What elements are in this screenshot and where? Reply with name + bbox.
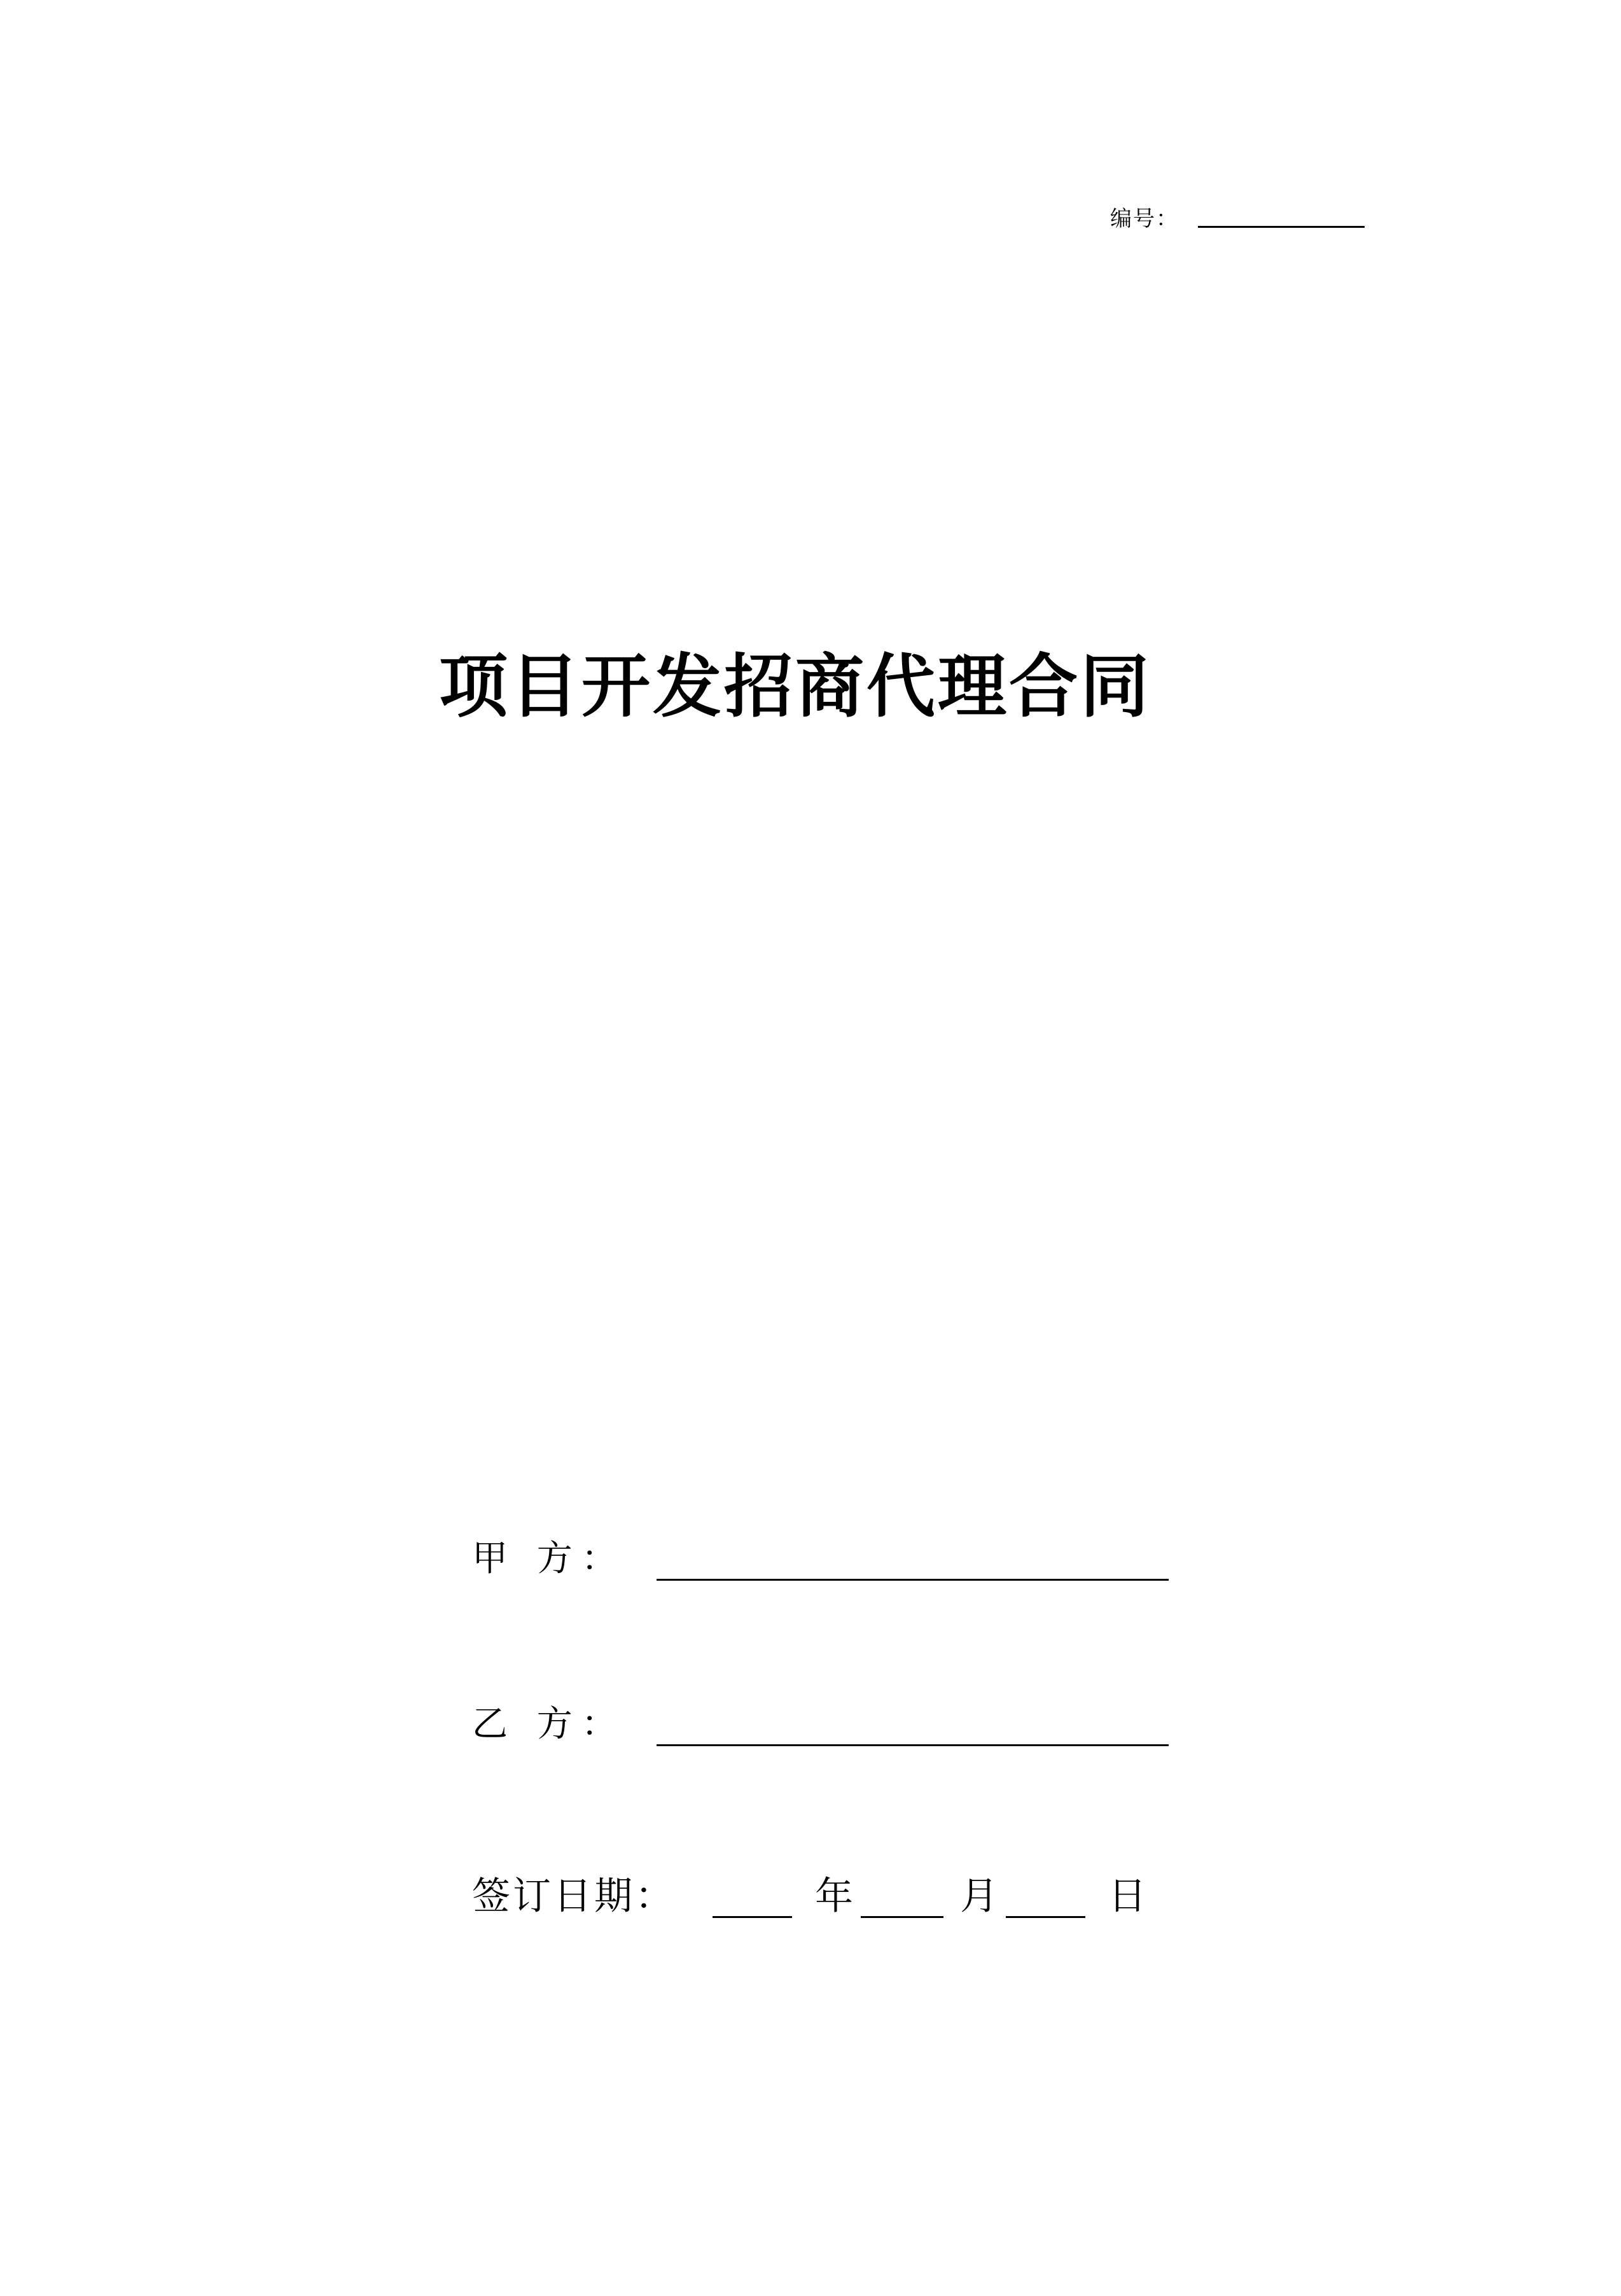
month-label: 月 — [960, 1874, 1001, 1919]
sign-date-label: 签订日期： — [472, 1874, 676, 1919]
document-number-blank — [1198, 226, 1365, 228]
document-number-label: 编号： — [1110, 206, 1179, 232]
month-blank — [861, 1916, 943, 1918]
document-title: 项目开发招商代理合同 — [439, 647, 1152, 727]
sign-date-field — [472, 1865, 1149, 1922]
party-b-label: 乙 方： — [472, 1704, 626, 1745]
party-b-blank — [657, 1744, 1169, 1746]
year-blank — [713, 1916, 792, 1918]
year-label: 年 — [815, 1874, 856, 1919]
party-b-field — [472, 1693, 1169, 1750]
party-a-field — [472, 1527, 1169, 1585]
day-blank — [1006, 1916, 1085, 1918]
document-number — [1110, 201, 1365, 232]
day-label: 日 — [1108, 1874, 1149, 1919]
party-a-label: 甲 方： — [472, 1538, 626, 1579]
party-a-blank — [657, 1579, 1169, 1581]
